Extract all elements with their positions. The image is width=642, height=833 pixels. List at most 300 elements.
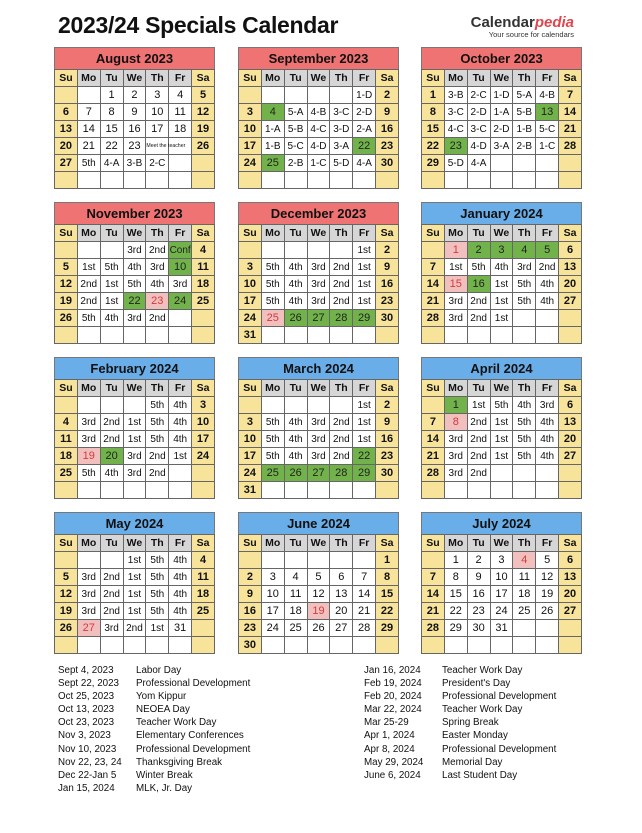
day-cell: 27 — [559, 293, 582, 310]
week-row — [422, 155, 582, 172]
day-cell: 15 — [444, 276, 467, 293]
day-cell: 14 — [422, 586, 445, 603]
day-cell: 30 — [376, 155, 399, 172]
day-cell: 3rd — [123, 448, 146, 465]
week-row — [55, 121, 215, 138]
empty-cell — [422, 242, 445, 259]
empty-cell — [467, 482, 490, 499]
empty-cell — [100, 637, 123, 654]
week-row — [422, 310, 582, 327]
day-cell: 1st — [490, 310, 513, 327]
day-cell: 6 — [330, 569, 353, 586]
month-table — [238, 69, 399, 189]
empty-cell — [559, 620, 582, 637]
day-cell: 27 — [307, 465, 330, 482]
week-row — [422, 87, 582, 104]
weekday-tu: Tu — [467, 380, 490, 397]
day-cell: 8 — [100, 104, 123, 121]
week-row — [55, 637, 215, 654]
day-cell: 14 — [353, 586, 376, 603]
weekday-fr: Fr — [536, 380, 559, 397]
day-cell: 3-C — [444, 104, 467, 121]
holiday-date: Jan 15, 2024 — [58, 782, 115, 794]
weekday-sa: Sa — [376, 380, 399, 397]
day-cell: 5th — [146, 603, 169, 620]
weekday-fr: Fr — [353, 225, 376, 242]
empty-cell — [490, 637, 513, 654]
weekday-mo: Mo — [444, 535, 467, 552]
empty-cell — [55, 637, 78, 654]
day-cell: 10 — [239, 276, 262, 293]
empty-cell — [422, 482, 445, 499]
day-cell: 1 — [376, 552, 399, 569]
day-cell: 3rd — [307, 276, 330, 293]
weekday-tu: Tu — [467, 70, 490, 87]
day-cell: 6 — [559, 242, 582, 259]
day-cell: 1st — [77, 259, 100, 276]
weekday-su: Su — [422, 380, 445, 397]
empty-cell — [284, 482, 307, 499]
day-cell: 19 — [307, 603, 330, 620]
day-cell: 7 — [353, 569, 376, 586]
empty-cell — [467, 327, 490, 344]
empty-cell — [353, 552, 376, 569]
day-cell: 1st — [490, 414, 513, 431]
day-cell: 24 — [261, 620, 284, 637]
month-title: October 2023 — [421, 47, 582, 69]
day-cell: 3rd — [536, 397, 559, 414]
day-cell: 26 — [55, 310, 78, 327]
day-cell: 1st — [490, 431, 513, 448]
day-cell: 1st — [123, 552, 146, 569]
day-cell: 30 — [376, 465, 399, 482]
day-cell: 22 — [100, 138, 123, 155]
week-row — [239, 138, 399, 155]
week-row — [422, 397, 582, 414]
week-row — [55, 276, 215, 293]
empty-cell — [422, 327, 445, 344]
week-row — [239, 276, 399, 293]
week-row — [422, 552, 582, 569]
day-cell: 25 — [192, 603, 215, 620]
empty-cell — [353, 482, 376, 499]
day-cell: 10 — [239, 121, 262, 138]
empty-cell — [536, 482, 559, 499]
day-cell: 7 — [77, 104, 100, 121]
week-row — [55, 603, 215, 620]
weekday-su: Su — [422, 70, 445, 87]
week-row — [239, 465, 399, 482]
holiday-date: May 29, 2024 — [364, 756, 424, 768]
day-cell: 2-C — [467, 87, 490, 104]
day-cell: 22 — [444, 603, 467, 620]
month-table — [421, 379, 582, 499]
day-cell: 20 — [559, 276, 582, 293]
empty-cell — [77, 242, 100, 259]
holiday-event: Professional Development — [442, 691, 557, 703]
weekday-tu: Tu — [284, 535, 307, 552]
empty-cell — [192, 465, 215, 482]
month-title: May 2024 — [54, 512, 215, 534]
day-cell: 2-D — [467, 104, 490, 121]
day-cell: 15 — [422, 121, 445, 138]
holiday-item — [364, 769, 556, 782]
day-cell: 7 — [422, 569, 445, 586]
empty-cell — [307, 482, 330, 499]
day-cell: 24 — [192, 448, 215, 465]
empty-cell — [55, 87, 78, 104]
month-title: February 2024 — [54, 357, 215, 379]
empty-cell — [490, 482, 513, 499]
day-cell: 5 — [192, 87, 215, 104]
day-cell: 20 — [559, 431, 582, 448]
month-table — [421, 534, 582, 654]
day-cell: 22 — [123, 293, 146, 310]
day-cell: 4 — [261, 104, 284, 121]
day-cell: 10 — [261, 586, 284, 603]
logo-name — [471, 14, 574, 31]
empty-cell — [444, 637, 467, 654]
day-cell: 3rd — [444, 465, 467, 482]
empty-cell — [490, 172, 513, 189]
day-cell: 1st — [353, 242, 376, 259]
day-cell: 25 — [261, 155, 284, 172]
day-cell: 10 — [192, 414, 215, 431]
day-cell: 4-A — [353, 155, 376, 172]
day-cell: 11 — [55, 431, 78, 448]
weekday-header-row — [422, 535, 582, 552]
week-row — [422, 327, 582, 344]
day-cell: 3rd — [444, 310, 467, 327]
week-row — [239, 552, 399, 569]
day-cell: 8 — [444, 569, 467, 586]
day-cell: 11 — [192, 259, 215, 276]
day-cell: 24 — [169, 293, 192, 310]
holiday-date: Feb 20, 2024 — [364, 691, 422, 703]
week-row — [422, 276, 582, 293]
day-cell: 2nd — [467, 293, 490, 310]
day-cell: 12 — [55, 276, 78, 293]
day-cell: 1st — [444, 259, 467, 276]
week-row — [422, 259, 582, 276]
day-cell: 4th — [536, 276, 559, 293]
day-cell: 1-D — [490, 87, 513, 104]
weekday-tu: Tu — [100, 70, 123, 87]
day-cell: 15 — [376, 586, 399, 603]
week-row — [239, 637, 399, 654]
empty-cell — [284, 242, 307, 259]
logo-tagline: Your source for calendars — [488, 30, 574, 39]
day-cell: 2 — [467, 552, 490, 569]
weekday-tu: Tu — [100, 535, 123, 552]
holiday-date: Apr 1, 2024 — [364, 730, 415, 742]
day-cell: 2 — [123, 87, 146, 104]
weekday-mo: Mo — [261, 380, 284, 397]
empty-cell — [444, 172, 467, 189]
weekday-header-row — [55, 70, 215, 87]
day-cell: 3 — [239, 104, 262, 121]
holiday-item — [58, 690, 250, 703]
day-cell: 2nd — [467, 431, 490, 448]
weekday-su: Su — [239, 225, 262, 242]
day-cell: 21 — [77, 138, 100, 155]
day-cell: 13 — [55, 121, 78, 138]
weekday-mo: Mo — [261, 225, 284, 242]
day-cell: 2nd — [467, 310, 490, 327]
empty-cell — [284, 172, 307, 189]
day-cell: 20 — [100, 448, 123, 465]
day-cell: 5-B — [284, 121, 307, 138]
empty-cell — [192, 482, 215, 499]
day-cell: 8 — [376, 569, 399, 586]
day-cell: 15 — [100, 121, 123, 138]
holiday-item — [364, 677, 556, 690]
day-cell: 19 — [55, 293, 78, 310]
empty-cell — [330, 172, 353, 189]
day-cell: 5 — [536, 242, 559, 259]
day-cell: 21 — [559, 121, 582, 138]
week-row — [239, 293, 399, 310]
week-row — [239, 482, 399, 499]
weekday-tu: Tu — [100, 225, 123, 242]
holiday-item — [58, 677, 250, 690]
month-table — [54, 69, 215, 189]
weekday-mo: Mo — [77, 380, 100, 397]
day-cell: 1st — [123, 586, 146, 603]
day-cell: 28 — [330, 310, 353, 327]
day-cell: 23 — [376, 293, 399, 310]
day-cell: 12 — [536, 569, 559, 586]
month-february-2024 — [54, 357, 215, 499]
day-cell: 5th — [261, 414, 284, 431]
empty-cell — [55, 552, 78, 569]
day-cell: 1 — [100, 87, 123, 104]
weekday-mo: Mo — [261, 70, 284, 87]
day-cell: 9 — [467, 569, 490, 586]
day-cell: 5th — [146, 414, 169, 431]
empty-cell — [513, 465, 536, 482]
day-cell: 26 — [55, 620, 78, 637]
empty-cell — [536, 155, 559, 172]
day-cell: 31 — [169, 620, 192, 637]
empty-cell — [77, 172, 100, 189]
logo-name-a: Calendar — [470, 14, 535, 31]
day-cell: 4-A — [100, 155, 123, 172]
weekday-mo: Mo — [77, 225, 100, 242]
holiday-date: Oct 25, 2023 — [58, 691, 115, 703]
day-cell: 5 — [536, 552, 559, 569]
day-cell: 2nd — [123, 620, 146, 637]
holiday-event: Memorial Day — [442, 756, 503, 768]
day-cell: 4th — [169, 397, 192, 414]
holiday-date: Sept 22, 2023 — [58, 678, 120, 690]
empty-cell — [55, 397, 78, 414]
day-cell: 27 — [559, 448, 582, 465]
weekday-sa: Sa — [559, 70, 582, 87]
day-cell: 27 — [307, 310, 330, 327]
day-cell: 2 — [376, 242, 399, 259]
empty-cell — [559, 310, 582, 327]
day-cell: 18 — [284, 603, 307, 620]
holiday-event: NEOEA Day — [136, 704, 190, 716]
weekday-header-row — [55, 225, 215, 242]
empty-cell — [123, 482, 146, 499]
day-cell: 2nd — [100, 414, 123, 431]
day-cell: 1-D — [353, 87, 376, 104]
day-cell: 5th — [77, 310, 100, 327]
month-title: January 2024 — [421, 202, 582, 224]
month-july-2024 — [421, 512, 582, 654]
weekday-fr: Fr — [353, 380, 376, 397]
day-cell: 30 — [376, 310, 399, 327]
week-row — [55, 155, 215, 172]
week-row — [422, 482, 582, 499]
day-cell: 5th — [513, 448, 536, 465]
day-cell: 12 — [55, 586, 78, 603]
day-cell: 30 — [467, 620, 490, 637]
day-cell: 1st — [353, 431, 376, 448]
day-cell: 3rd — [77, 414, 100, 431]
day-cell: 1st — [353, 276, 376, 293]
weekday-th: Th — [513, 380, 536, 397]
holiday-event: Teacher Work Day — [442, 665, 523, 676]
empty-cell — [330, 242, 353, 259]
day-cell: 31 — [239, 327, 262, 344]
day-cell: 26 — [284, 310, 307, 327]
week-row — [239, 569, 399, 586]
day-cell: 4th — [536, 293, 559, 310]
day-cell: 4 — [284, 569, 307, 586]
day-cell: 1st — [123, 414, 146, 431]
day-cell: 14 — [422, 276, 445, 293]
weekday-th: Th — [330, 380, 353, 397]
day-cell: 17 — [239, 138, 262, 155]
weekday-header-row — [239, 70, 399, 87]
day-cell: 8 — [444, 414, 467, 431]
day-cell: 13 — [559, 259, 582, 276]
holiday-item — [364, 690, 556, 703]
weekday-fr: Fr — [169, 535, 192, 552]
empty-cell — [169, 172, 192, 189]
empty-cell — [239, 172, 262, 189]
holiday-item — [58, 756, 250, 769]
weekday-header-row — [422, 380, 582, 397]
day-cell: 4 — [513, 242, 536, 259]
empty-cell — [261, 637, 284, 654]
day-cell: 17 — [261, 603, 284, 620]
day-cell: 16 — [376, 121, 399, 138]
day-cell: 23 — [444, 138, 467, 155]
weekday-su: Su — [239, 70, 262, 87]
day-cell: 27 — [330, 620, 353, 637]
weekday-we: We — [307, 225, 330, 242]
empty-cell — [55, 482, 78, 499]
day-cell: 9 — [376, 259, 399, 276]
weekday-tu: Tu — [284, 225, 307, 242]
weekday-fr: Fr — [353, 535, 376, 552]
week-row — [55, 242, 215, 259]
holiday-event: Teacher Work Day — [442, 704, 523, 716]
day-cell: 3rd — [77, 431, 100, 448]
day-cell: 2nd — [100, 603, 123, 620]
month-title: June 2024 — [238, 512, 399, 534]
empty-cell — [261, 87, 284, 104]
empty-cell — [444, 482, 467, 499]
day-cell: 1-C — [307, 155, 330, 172]
day-cell: 3 — [192, 397, 215, 414]
day-cell: 5th — [123, 276, 146, 293]
day-cell: 19 — [192, 121, 215, 138]
weekday-su: Su — [422, 535, 445, 552]
day-cell: 5th — [100, 259, 123, 276]
day-cell: 4-B — [307, 104, 330, 121]
day-cell: 5th — [513, 431, 536, 448]
day-cell: 4th — [284, 414, 307, 431]
empty-cell — [192, 327, 215, 344]
empty-cell — [422, 397, 445, 414]
day-cell: 4th — [169, 586, 192, 603]
month-october-2023 — [421, 47, 582, 189]
day-cell: 4 — [169, 87, 192, 104]
empty-cell — [100, 482, 123, 499]
day-cell: 1st — [123, 431, 146, 448]
empty-cell — [123, 172, 146, 189]
weekday-header-row — [239, 225, 399, 242]
holiday-item — [364, 664, 556, 677]
day-cell: 5 — [55, 569, 78, 586]
empty-cell — [169, 327, 192, 344]
weekday-header-row — [55, 380, 215, 397]
day-cell: 3rd — [444, 293, 467, 310]
day-cell: 28 — [422, 620, 445, 637]
day-cell: 3-B — [123, 155, 146, 172]
day-cell: 4th — [100, 310, 123, 327]
day-cell: 11 — [513, 569, 536, 586]
week-row — [422, 242, 582, 259]
holiday-event: Last Student Day — [442, 769, 518, 781]
holiday-item — [364, 743, 556, 756]
empty-cell — [239, 397, 262, 414]
day-cell: 6 — [559, 397, 582, 414]
day-cell: 4-C — [444, 121, 467, 138]
day-cell: 2-B — [284, 155, 307, 172]
day-cell: 5th — [513, 414, 536, 431]
week-row — [422, 121, 582, 138]
empty-cell — [284, 397, 307, 414]
day-cell: 29 — [422, 155, 445, 172]
weekday-we: We — [490, 380, 513, 397]
empty-cell — [536, 172, 559, 189]
week-row — [422, 172, 582, 189]
month-title: September 2023 — [238, 47, 399, 69]
week-row — [55, 87, 215, 104]
weekday-we: We — [123, 535, 146, 552]
day-cell: 3 — [239, 259, 262, 276]
day-cell: 16 — [123, 121, 146, 138]
empty-cell — [261, 172, 284, 189]
week-row — [239, 259, 399, 276]
day-cell: 18 — [192, 276, 215, 293]
week-row — [239, 87, 399, 104]
week-row — [55, 310, 215, 327]
holiday-date: Mar 22, 2024 — [364, 704, 422, 716]
weekday-tu: Tu — [467, 225, 490, 242]
day-cell: 5th — [77, 155, 100, 172]
empty-cell — [307, 637, 330, 654]
empty-cell — [284, 637, 307, 654]
day-cell: 18 — [169, 121, 192, 138]
day-cell: 2nd — [146, 465, 169, 482]
